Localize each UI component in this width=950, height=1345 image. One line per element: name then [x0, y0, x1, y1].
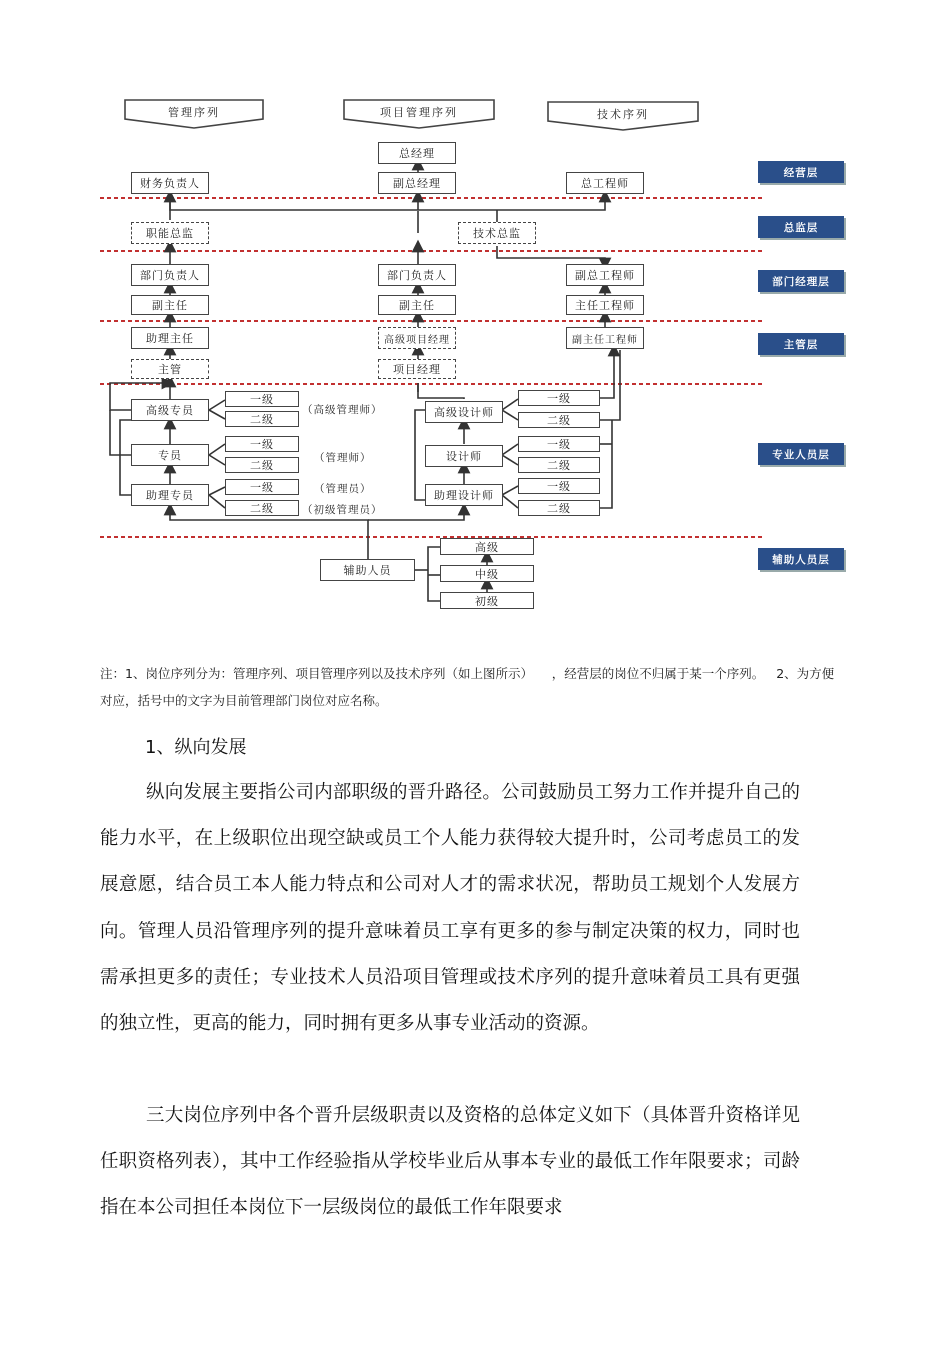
grade-box: 一级	[225, 391, 299, 407]
box-deputy-chief-engineer-director: 副主任工程师	[566, 327, 644, 349]
box-aux-senior: 高级	[440, 538, 534, 555]
note-line-1: 注：1、岗位序列分为：管理序列、项目管理序列以及技术序列（如上图所示） ，经营层的岗位不归属于某一个序列。	[100, 666, 765, 681]
box-project-manager: 项目经理	[378, 359, 456, 379]
note-manager: （管理师）	[314, 452, 372, 464]
note-senior-manager: （高级管理师）	[302, 404, 383, 416]
section-heading: 1、纵向发展	[145, 737, 247, 758]
grade-box: 二级	[518, 500, 600, 516]
sequence-header-management: 管理序列	[124, 99, 264, 129]
box-chief-engineer-director: 主任工程师	[566, 295, 644, 315]
grade-box: 一级	[518, 478, 600, 494]
level-tag-department-manager: 部门经理层	[758, 270, 844, 292]
box-general-manager: 总经理	[378, 142, 456, 164]
box-aux-middle: 中级	[440, 565, 534, 582]
grade-box: 二级	[518, 457, 600, 473]
note-junior-administrator: （初级管理员）	[302, 504, 383, 516]
box-finance-head: 财务负责人	[131, 172, 209, 194]
box-dept-head-project: 部门负责人	[378, 264, 456, 286]
level-tag-operating: 经营层	[758, 161, 844, 183]
sequence-header-project: 项目管理序列	[343, 99, 495, 129]
paragraph-1: 纵向发展主要指公司内部职级的晋升路径。公司鼓励员工努力工作并提升自己的能力水平，在上级职位出现空缺或员工个人能力获得较大提升时，公司考虑员工的发展意愿，结合员工本人能力特点和公司对人才的需求状况，帮助员工规划个人发展方向。管理人员沿管理序列的提升意味着员工享有更多的参与制定决策的权力，同时也需承担更多的责任；专业技术人员沿项目管理或技术序列的提升意味着员工具有更强的独立性，更高的能力，同时拥有更多从事专业活动的资源。	[100, 782, 800, 1035]
box-deputy-director-project: 副主任	[378, 295, 456, 315]
level-tag-director: 总监层	[758, 216, 844, 238]
note-line-2: 2、为方便对应，括号中的文字为目前管理部门岗位对应名称。	[100, 666, 835, 708]
box-assistant-director: 助理主任	[131, 327, 209, 349]
box-assistant-designer: 助理设计师	[425, 484, 503, 506]
box-deputy-general-manager: 副总经理	[378, 172, 456, 194]
box-supervisor: 主管	[131, 359, 209, 379]
box-senior-designer: 高级设计师	[425, 401, 503, 423]
box-technical-director: 技术总监	[458, 222, 536, 244]
note-administrator: （管理员）	[314, 483, 372, 495]
box-senior-project-manager: 高级项目经理	[378, 327, 456, 349]
grade-box: 二级	[518, 412, 600, 428]
box-auxiliary-staff: 辅助人员	[320, 559, 415, 581]
box-aux-junior: 初级	[440, 592, 534, 609]
box-senior-specialist: 高级专员	[131, 399, 209, 421]
level-tag-supervisor: 主管层	[758, 333, 844, 355]
box-assistant-specialist: 助理专员	[131, 484, 209, 506]
sequence-header-technical: 技术序列	[547, 101, 699, 131]
level-tag-professional: 专业人员层	[758, 443, 844, 465]
grade-box: 一级	[518, 390, 600, 406]
paragraph-2: 三大岗位序列中各个晋升层级职责以及资格的总体定义如下（具体晋升资格详见任职资格列表），其中工作经验指从学校毕业后从事本专业的最低工作年限要求；司龄指在本公司担任本岗位下一层级岗位的最低工作年限要求	[100, 1105, 800, 1219]
box-deputy-director-management: 副主任	[131, 295, 209, 315]
box-specialist: 专员	[131, 444, 209, 466]
box-dept-head-management: 部门负责人	[131, 264, 209, 286]
diagram-note	[100, 660, 840, 714]
grade-box: 一级	[518, 436, 600, 452]
box-deputy-chief-engineer: 副总工程师	[566, 264, 644, 286]
grade-box: 一级	[225, 436, 299, 452]
box-designer: 设计师	[425, 445, 503, 467]
grade-box: 一级	[225, 479, 299, 495]
grade-box: 二级	[225, 411, 299, 427]
box-functional-director: 职能总监	[131, 222, 209, 244]
box-chief-engineer: 总工程师	[566, 172, 644, 194]
level-tag-auxiliary: 辅助人员层	[758, 548, 844, 570]
grade-box: 二级	[225, 457, 299, 473]
grade-box: 二级	[225, 500, 299, 516]
